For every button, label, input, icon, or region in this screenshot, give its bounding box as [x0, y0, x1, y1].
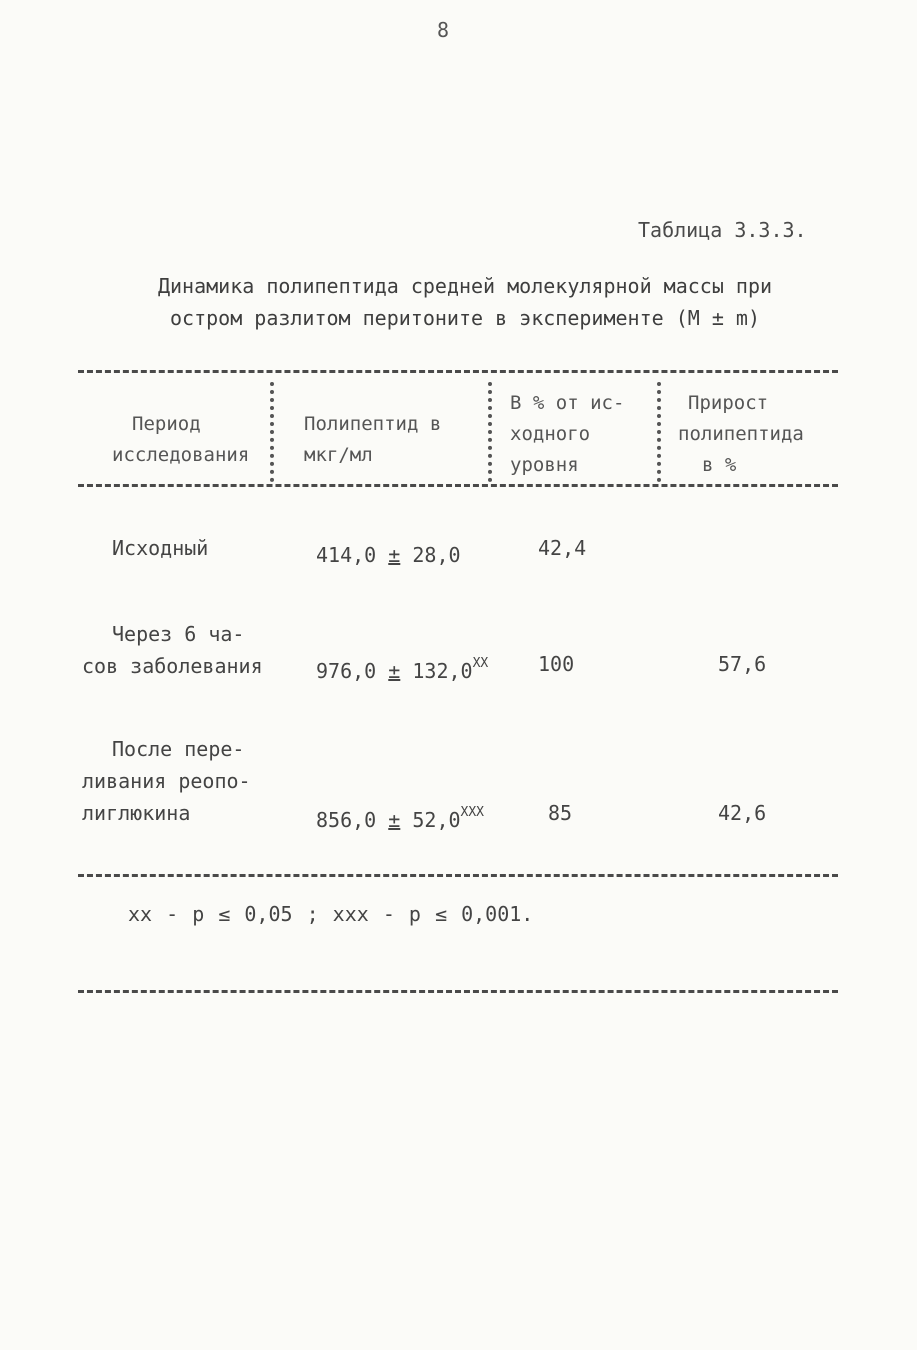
row-1-percent: 42,4 [538, 536, 587, 560]
row-2-period: Через 6 ча- сов заболевания [82, 622, 263, 678]
row-2-value: $976,0 \pm 132,0^{XX}$ [316, 656, 489, 683]
header-growth: Прирост полипептида в % [678, 392, 804, 476]
row-3-value: $856,0 \pm 52,0^{XXX}$ [316, 805, 485, 832]
header-period: Период исследования [112, 413, 250, 466]
table-bottom-rule [78, 874, 838, 877]
header-separator-2 [488, 382, 492, 482]
header-polypeptide: Полипептид в мкг/мл [304, 413, 442, 466]
row-2-percent: 100 [538, 652, 575, 676]
row-3-growth: 42,6 [718, 801, 767, 825]
title-line-1: Динамика полипептида средней молекулярной массы при [157, 274, 773, 298]
table-title [80, 270, 850, 334]
table-top-rule [78, 370, 838, 373]
row-2-growth: 57,6 [718, 652, 767, 676]
header-separator-1 [270, 382, 274, 482]
footnote-bottom-rule [78, 990, 838, 993]
row-1-period: Исходный [112, 536, 209, 560]
table-label: Таблица 3.3.3. [638, 218, 807, 242]
row-3-period: После пере- ливания реопо- лиглюкина [82, 737, 251, 825]
footnote-significance: xx - p ≤ 0,05 ; xxx - p ≤ 0,001. [128, 902, 534, 926]
header-separator-3 [657, 382, 661, 482]
page-number: 8 [437, 18, 450, 42]
header-percent-of-baseline: В % от ис- ходного уровня [510, 392, 625, 476]
title-line-2: остром разлитом перитоните в эксперименте (M ± m) [169, 306, 760, 330]
header-bottom-rule [78, 484, 838, 487]
row-1-value: 414,0 ± 28,0 [316, 543, 461, 567]
row-3-percent: 85 [548, 801, 573, 825]
